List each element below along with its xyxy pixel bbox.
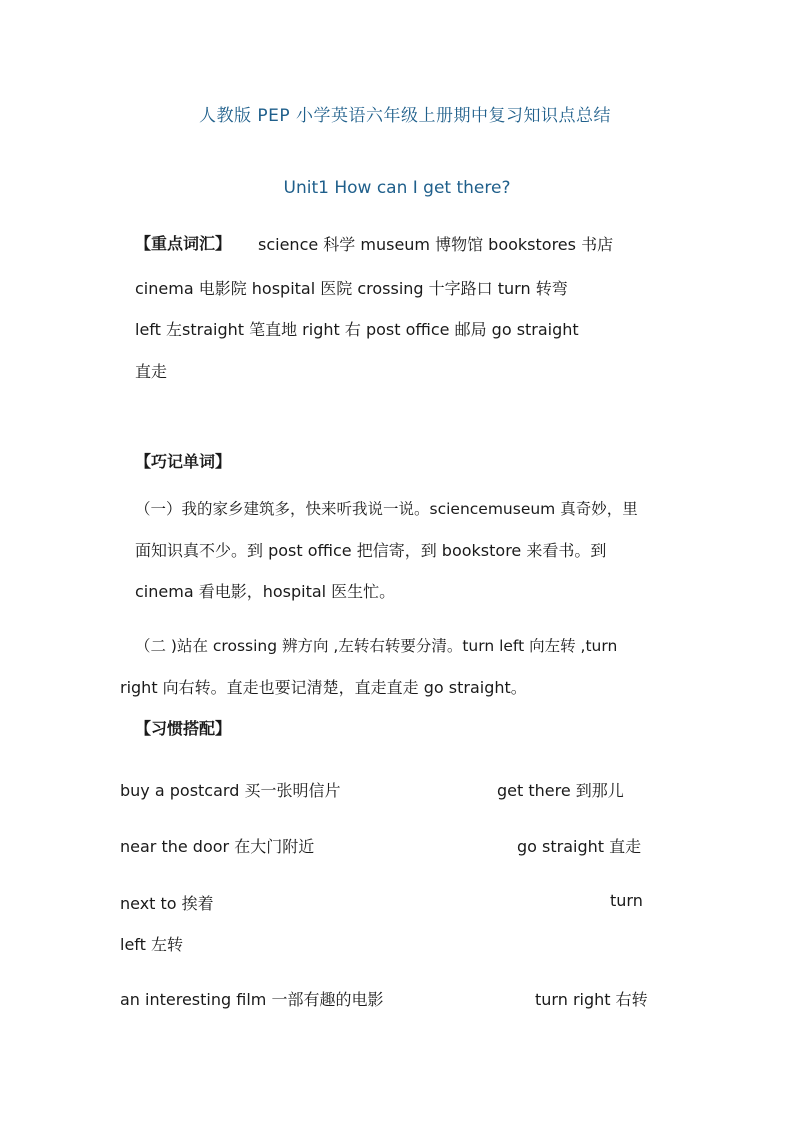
- vocab-line-2: cinema 电影院 hospital 医院 crossing 十字路口 turn 转弯: [135, 279, 568, 298]
- memory-p2-line1: （二 )站在 crossing 辨方向 ,左转右转要分清。turn left 向左转 ,turn: [135, 637, 618, 655]
- phrase-item: left 左转: [120, 935, 184, 954]
- phrase-item: get there 到那儿: [497, 781, 624, 800]
- phrase-item: turn right 右转: [535, 990, 648, 1009]
- document-title: 人教版 PEP 小学英语六年级上册期中复习知识点总结: [199, 106, 612, 126]
- memory-p2-line2: right 向右转。直走也要记清楚，直走直走 go straight。: [120, 678, 527, 697]
- phrase-item: an interesting film 一部有趣的电影: [120, 990, 384, 1009]
- unit-title: Unit1 How can I get there?: [283, 178, 511, 198]
- phrase-item: go straight 直走: [517, 837, 642, 856]
- memory-words-heading: 【巧记单词】: [135, 452, 232, 471]
- memory-p1-line2: 面知识真不少。到 post office 把信寄，到 bookstore 来看书。到: [135, 541, 607, 560]
- vocab-line-3: left 左straight 笔直地 right 右 post office 邮局 go straight: [135, 320, 579, 339]
- phrase-item: turn: [610, 891, 643, 910]
- phrase-item: near the door 在大门附近: [120, 837, 315, 856]
- phrase-item: buy a postcard 买一张明信片: [120, 781, 341, 800]
- memory-p1-line3: cinema 看电影，hospital 医生忙。: [135, 582, 396, 601]
- memory-p1-line1: （一）我的家乡建筑多，快来听我说一说。sciencemuseum 真奇妙，里: [135, 500, 638, 518]
- phrase-item: next to 挨着: [120, 894, 214, 913]
- key-vocab-heading: 【重点词汇】: [135, 234, 232, 253]
- vocab-line-4: 直走: [135, 362, 168, 381]
- collocations-heading: 【习惯搭配】: [135, 719, 232, 738]
- vocab-line-1: science 科学 museum 博物馆 bookstores 书店: [258, 235, 614, 254]
